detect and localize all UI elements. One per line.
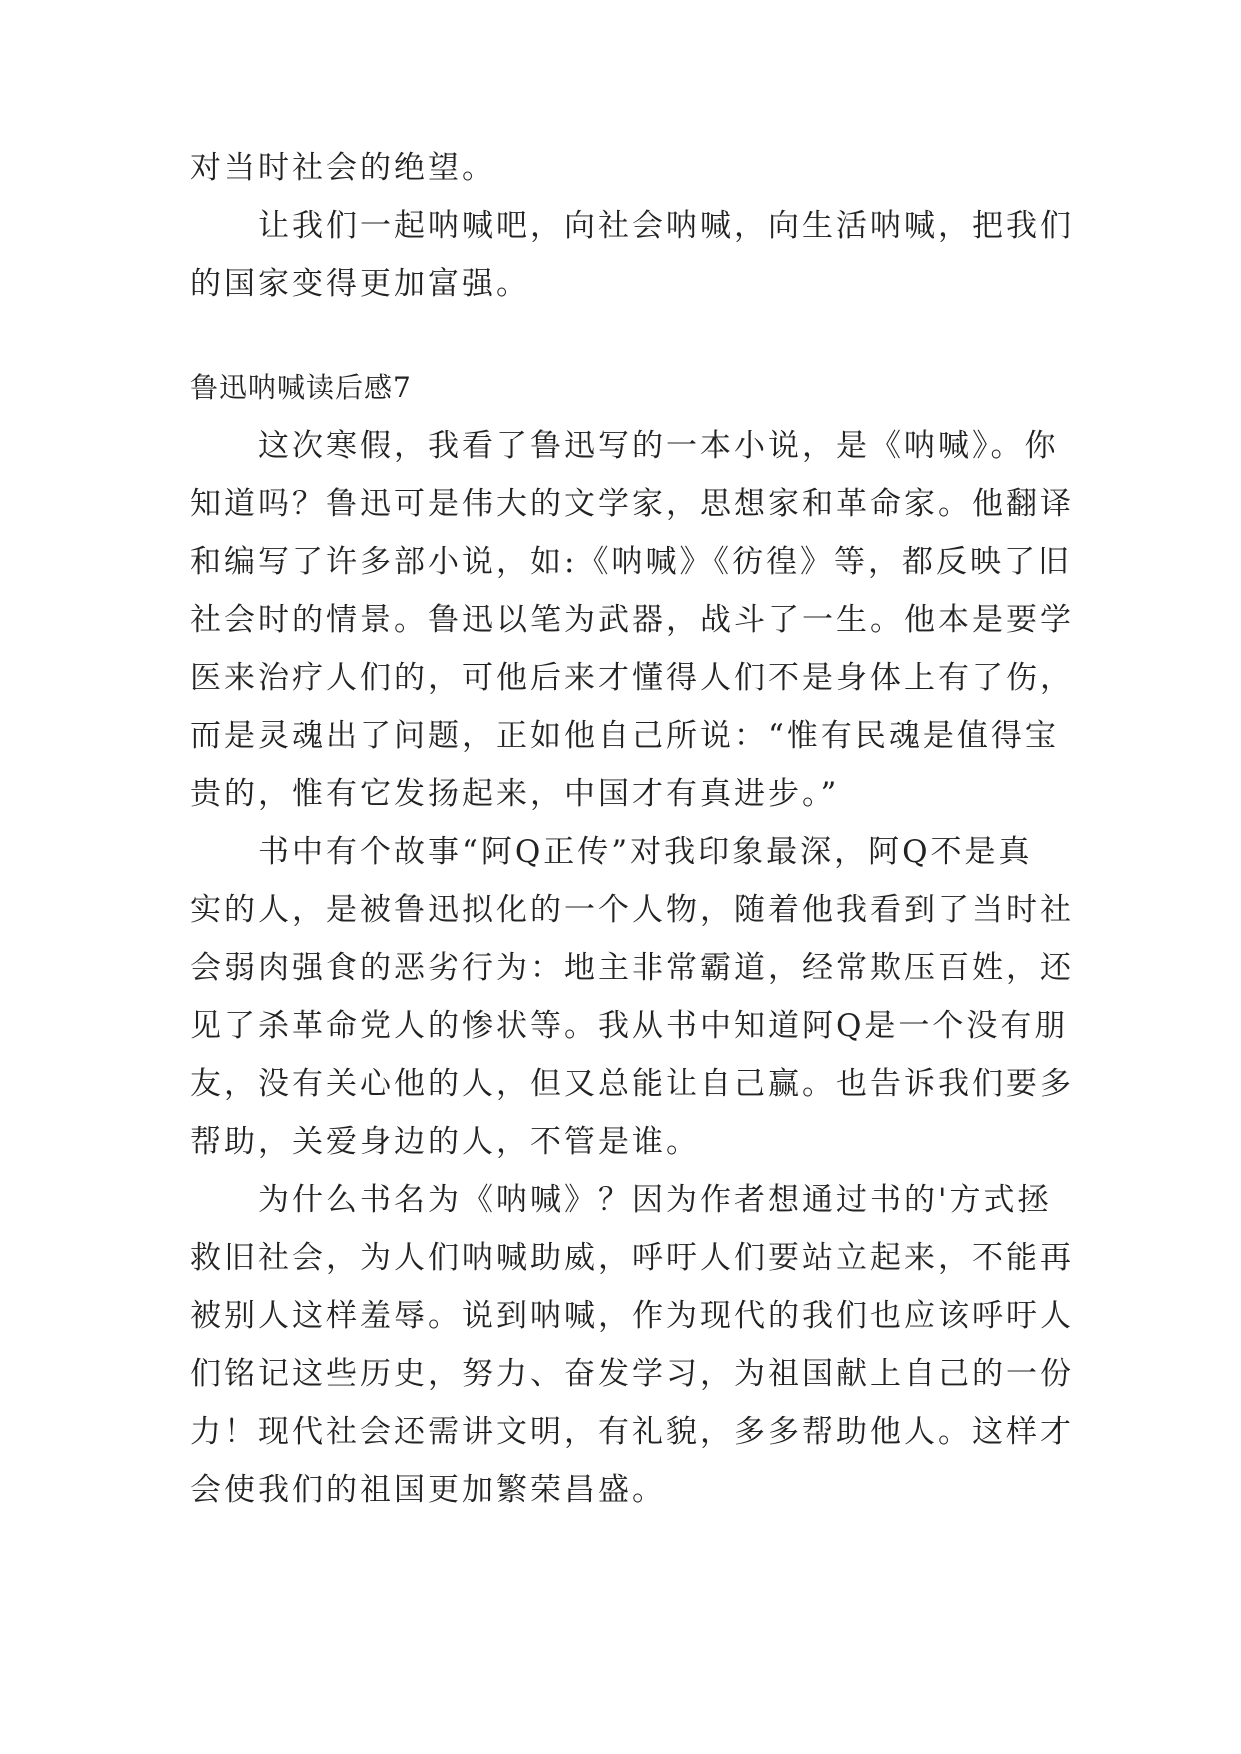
text-line: 对当时社会的绝望。 [190, 150, 496, 186]
text-line: 社会时的情景。鲁迅以笔为武器，战斗了一生。他本是要学 [190, 602, 1074, 638]
text-line: 这次寒假，我看了鲁迅写的一本小说，是《呐喊》。你 [190, 428, 1059, 464]
text-line: 和编写了许多部小说，如:《呐喊》《彷徨》等，都反映了旧 [190, 544, 1072, 580]
text-line: 帮助，关爱身边的人，不管是谁。 [190, 1124, 700, 1160]
text-line: 贵的，惟有它发扬起来，中国才有真进步。” [190, 776, 840, 812]
text-line: 力！现代社会还需讲文明，有礼貌，多多帮助他人。这样才 [190, 1414, 1074, 1450]
text-line: 而是灵魂出了问题，正如他自己所说：“惟有民魂是值得宝 [190, 718, 1059, 754]
text-line: 知道吗？鲁迅可是伟大的文学家，思想家和革命家。他翻译 [190, 486, 1074, 522]
text-line: 会弱肉强食的恶劣行为：地主非常霸道，经常欺压百姓，还 [190, 950, 1074, 986]
text-line: 让我们一起呐喊吧，向社会呐喊，向生活呐喊，把我们 [190, 208, 1074, 244]
text-line: 医来治疗人们的，可他后来才懂得人们不是身体上有了伤， [190, 660, 1074, 696]
text-line: 实的人，是被鲁迅拟化的一个人物，随着他我看到了当时社 [190, 892, 1074, 928]
text-line: 的国家变得更加富强。 [190, 266, 530, 302]
text-line: 们铭记这些历史，努力、奋发学习，为祖国献上自己的一份 [190, 1356, 1074, 1392]
text-line: 友，没有关心他的人，但又总能让自己赢。也告诉我们要多 [190, 1066, 1074, 1102]
section-heading: 鲁迅呐喊读后感7 [190, 371, 412, 404]
text-line: 会使我们的祖国更加繁荣昌盛。 [190, 1472, 666, 1508]
text-line: 救旧社会，为人们呐喊助威，呼吁人们要站立起来，不能再 [190, 1240, 1074, 1276]
text-line: 书中有个故事“阿Q正传”对我印象最深，阿Q不是真 [190, 834, 1033, 870]
text-line: 为什么书名为《呐喊》？因为作者想通过书的'方式拯 [190, 1182, 1052, 1218]
text-line: 被别人这样羞辱。说到呐喊，作为现代的我们也应该呼吁人 [190, 1298, 1074, 1334]
text-line: 见了杀革命党人的惨状等。我从书中知道阿Q是一个没有朋 [190, 1008, 1069, 1044]
